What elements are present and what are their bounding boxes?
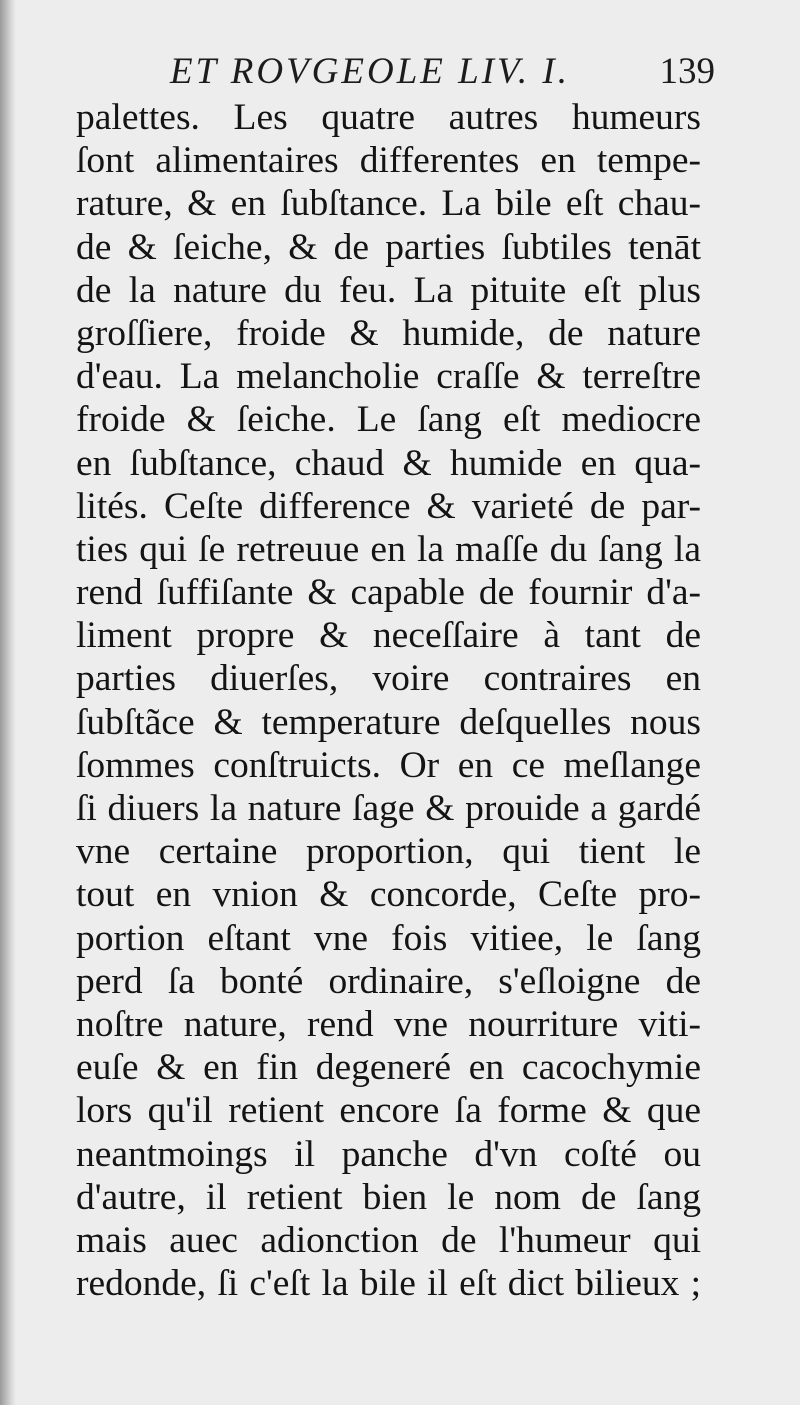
text-line: vne certaine proportion, qui tient le [76,831,701,873]
text-line: ſubſtãce & temperature deſquelles nous [76,701,701,743]
text-line: ſi diuers la nature ſage & prouide a gardé [76,788,701,829]
text-line: ties qui ſe retreuue en la maſſe du ſang la [76,528,701,570]
body-text [76,96,701,1305]
text-line: ſommes conſtruicts. Or en ce meſlange [76,744,701,786]
page-gutter-shadow [0,0,16,1405]
page-number: 139 [659,51,715,92]
text-line: redonde, ſi c'eſt la bile il eſt dict bilieux ; [76,1263,701,1305]
text-line: groſſiere, froide & humide, de nature [76,312,701,354]
text-line: d'autre, il retient bien le nom de ſang [76,1176,701,1218]
text-line: de & ſeiche, & de parties ſubtiles tenāt [76,226,701,268]
text-line: portion eſtant vne fois vitiee, le ſang [76,917,701,959]
text-line: noſtre nature, rend vne nourriture viti- [76,1003,701,1045]
text-line: palettes. Les quatre autres humeurs [76,97,701,138]
text-line: lités. Ceſte difference & varieté de par- [76,485,701,527]
text-line: d'eau. La melancholie craſſe & terreſtre [76,356,701,398]
text-line: rature, & en ſubſtance. La bile eſt chau- [76,183,701,225]
text-line: ſont alimentaires differentes en tempe- [76,140,701,182]
text-line: neantmoings il panche d'vn coſté ou [76,1133,701,1175]
text-line: lors qu'il retient encore ſa forme & que [76,1090,701,1132]
text-line: tout en vnion & concorde, Ceſte pro- [76,874,701,916]
text-line: euſe & en fin degeneré en cacochymie [76,1047,701,1089]
text-line: de la nature du feu. La pituite eſt plus [76,269,701,311]
text-line: perd ſa bonté ordinaire, s'eſloigne de [76,960,701,1002]
page-header [170,44,715,100]
text-line: en ſubſtance, chaud & humide en qua- [76,442,701,484]
running-head: ET ROVGEOLE LIV. I. [170,51,570,92]
text-line: parties diuerſes, voire contraires en [76,658,701,700]
text-line: rend ſuffiſante & capable de fournir d'a- [76,572,701,614]
text-line: mais auec adionction de l'humeur qui [76,1219,701,1261]
text-line: froide & ſeiche. Le ſang eſt mediocre [76,399,701,441]
text-line: liment propre & neceſſaire à tant de [76,615,701,657]
